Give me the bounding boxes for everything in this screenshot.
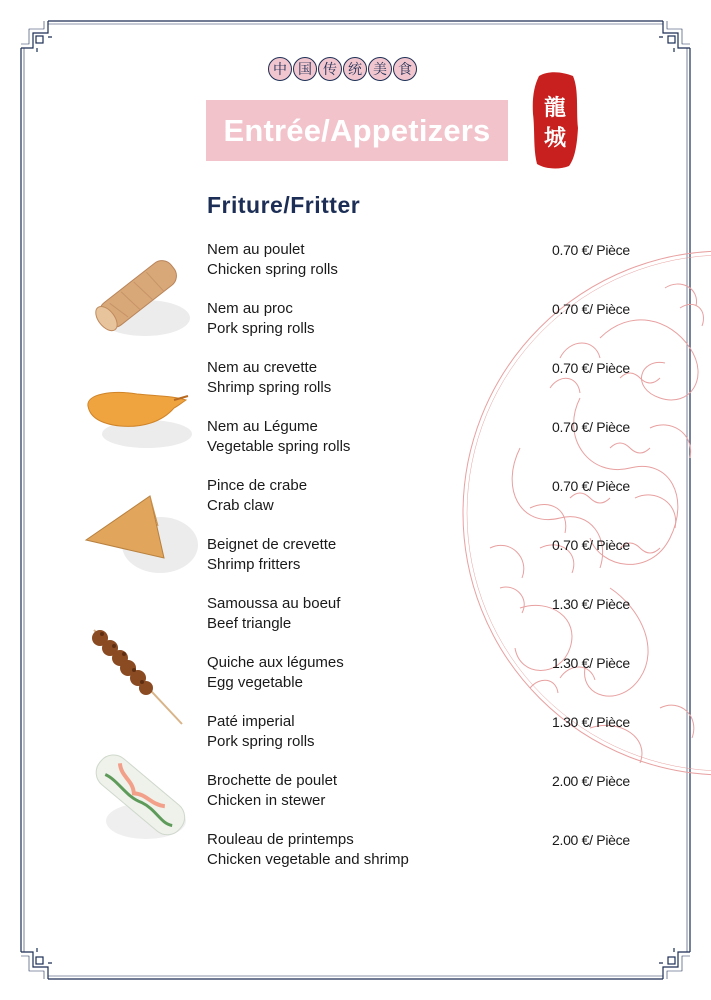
item-name-en: Chicken spring rolls (207, 261, 338, 278)
list-item (207, 594, 647, 634)
item-name-en: Pork spring rolls (207, 320, 315, 337)
item-price: 0.70 €/ Pièce (552, 242, 630, 258)
banner-char: 统 (343, 57, 367, 81)
corner-ornament-icon (659, 21, 690, 52)
list-item (207, 535, 647, 575)
item-price: 0.70 €/ Pièce (552, 419, 630, 435)
crab-claw-icon (82, 382, 197, 457)
item-name-fr: Paté imperial (207, 713, 295, 730)
seal-char: 龍 (543, 95, 566, 121)
fresh-roll-icon (84, 745, 194, 850)
item-name-fr: Nem au crevette (207, 359, 318, 376)
item-name-fr: Beignet de crevette (207, 536, 337, 553)
item-name-en: Beef triangle (207, 615, 292, 632)
item-name-en: Shrimp spring rolls (207, 379, 332, 396)
item-name-en: Crab claw (207, 497, 274, 514)
item-price: 2.00 €/ Pièce (552, 832, 630, 848)
banner-char: 食 (393, 57, 417, 81)
list-item (207, 240, 647, 280)
item-name-fr: Brochette de poulet (207, 772, 338, 789)
item-name-fr: Rouleau de printemps (207, 831, 354, 848)
list-item (207, 712, 647, 752)
page-title: Entrée/Appetizers (206, 100, 508, 161)
corner-ornament-icon (659, 948, 690, 979)
item-price: 0.70 €/ Pièce (552, 478, 630, 494)
chinese-banner (268, 57, 417, 83)
item-price: 2.00 €/ Pièce (552, 773, 630, 789)
item-name-en: Shrimp fritters (207, 556, 301, 573)
item-name-en: Chicken vegetable and shrimp (207, 851, 409, 868)
corner-ornament-icon (21, 948, 52, 979)
banner-char: 中 (268, 57, 292, 81)
seal-char: 城 (543, 125, 566, 151)
item-name-fr: Samoussa au boeuf (207, 595, 341, 612)
banner-char: 美 (368, 57, 392, 81)
item-name-fr: Quiche aux légumes (207, 654, 344, 671)
item-name-en: Egg vegetable (207, 674, 303, 691)
list-item (207, 771, 647, 811)
samosa-icon (80, 490, 200, 580)
list-item (207, 830, 647, 870)
item-name-fr: Pince de crabe (207, 477, 308, 494)
banner-char: 国 (293, 57, 317, 81)
list-item (207, 653, 647, 693)
item-price: 0.70 €/ Pièce (552, 360, 630, 376)
skewer-icon (82, 622, 187, 732)
list-item (207, 417, 647, 457)
item-price: 1.30 €/ Pièce (552, 655, 630, 671)
list-item (207, 358, 647, 398)
item-price: 0.70 €/ Pièce (552, 301, 630, 317)
item-price: 1.30 €/ Pièce (552, 596, 630, 612)
section-title: Friture/Fritter (207, 192, 361, 218)
spring-roll-icon (80, 240, 195, 350)
item-name-fr: Nem au proc (207, 300, 293, 317)
item-price: 1.30 €/ Pièce (552, 714, 630, 730)
banner-char: 传 (318, 57, 342, 81)
corner-ornament-icon (21, 21, 52, 52)
item-name-fr: Nem au Légume (207, 418, 318, 435)
item-name-fr: Nem au poulet (207, 241, 305, 258)
seal-text (531, 93, 579, 153)
item-name-en: Vegetable spring rolls (207, 438, 351, 455)
list-item (207, 299, 647, 339)
item-price: 0.70 €/ Pièce (552, 537, 630, 553)
item-name-en: Pork spring rolls (207, 733, 315, 750)
list-item (207, 476, 647, 516)
item-name-en: Chicken in stewer (207, 792, 326, 809)
